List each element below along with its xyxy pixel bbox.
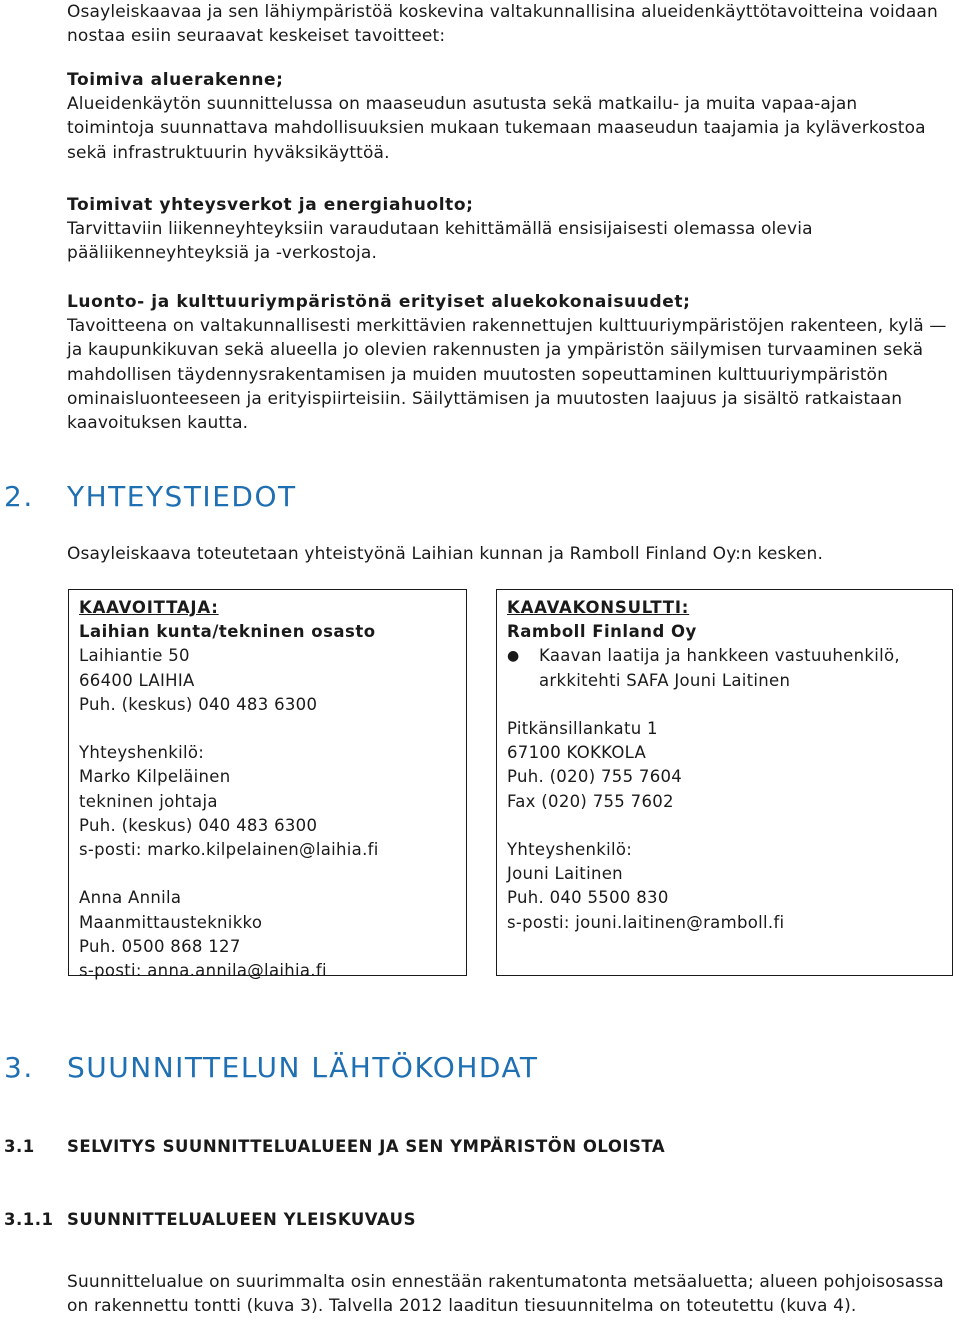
goal-yhteysverkot xyxy=(67,193,947,266)
bullet-item xyxy=(507,644,942,692)
section-number: 3. xyxy=(4,1051,34,1084)
goal-text: Tavoitteena on valtakunnallisesti merkittävien rakennettujen kulttuuriympäristöjen rakenteen, kylä — ja kaupunkikuvan sekä alueella jo olevien rakennusten ja ympäristön säilymisen turvaaminen sekä mahdollisen täydennysrakentamisen ja muiden muutosten sopeuttaminen kulttuuriympäristön ominaisluonteeseen ja erityispiirteisiin. Säilyttämisen ja muutosten laajuus ja sisältö ratkaistaan kaavoituksen kautta. xyxy=(67,316,947,434)
section-heading-2 xyxy=(4,480,297,513)
contact-phone: Puh. 0500 868 127 xyxy=(79,936,241,956)
kaavoittaja-box xyxy=(68,589,467,981)
box-title: KAAVOITTAJA: xyxy=(79,598,219,617)
contact-label: Yhteyshenkilö: xyxy=(79,743,205,763)
contact-phone: Puh. (keskus) 040 483 6300 xyxy=(79,815,318,835)
fax-line: Fax (020) 755 7602 xyxy=(507,791,674,811)
goal-heading: Toimivat yhteysverkot ja energiahuolto; xyxy=(67,195,474,215)
address-line: 66400 LAIHIA xyxy=(79,670,195,690)
section-heading-3 xyxy=(4,1051,539,1084)
goal-aluerakenne xyxy=(67,68,947,165)
section-number: 2. xyxy=(4,480,34,513)
contact-label: Yhteyshenkilö: xyxy=(507,840,633,859)
kaavakonsultti-box xyxy=(496,589,953,976)
contact-email: s-posti: jouni.laitinen@ramboll.fi xyxy=(507,912,785,932)
contact-name: Jouni Laitinen xyxy=(507,864,623,884)
goal-text: Tarvittaviin liikenneyhteyksiin varaudutaan kehittämällä ensisijaisesti olemassa olevia pääliikenneyhteyksiä ja -verkostoja. xyxy=(67,219,813,264)
goal-heading: Toimiva aluerakenne; xyxy=(67,70,284,90)
box-org: Laihian kunta/tekninen osasto xyxy=(79,622,376,642)
address-line: 67100 KOKKOLA xyxy=(507,743,647,763)
section-number: 3.1.1 xyxy=(4,1210,54,1229)
box-org: Ramboll Finland Oy xyxy=(507,622,697,642)
section-title: SELVITYS SUUNNITTELUALUEEN JA SEN YMPÄRISTÖN OLOISTA xyxy=(67,1137,666,1156)
section-title: SUUNNITTELUALUEEN YLEISKUVAUS xyxy=(67,1210,416,1229)
contact-email: s-posti: marko.kilpelainen@laihia.fi xyxy=(79,840,379,860)
goal-text: Alueidenkäytön suunnittelussa on maaseudun asutusta sekä matkailu- ja muita vapaa-ajan toimintoja suunnattava mahdollisuuksien mukaan tukemaan maaseudun taajamia ja kyläverkostoa sekä infrastruktuurin hyväksikäyttöä. xyxy=(67,94,926,163)
bullet-text: Kaavan laatija ja hankkeen vastuuhenkilö, arkkitehti SAFA Jouni Laitinen xyxy=(539,646,900,690)
phone-line: Puh. (020) 755 7604 xyxy=(507,767,683,787)
goal-heading: Luonto- ja kulttuuriympäristönä erityiset aluekokonaisuudet; xyxy=(67,292,691,312)
address-line: Laihiantie 50 xyxy=(79,646,190,666)
contact-role: tekninen johtaja xyxy=(79,791,218,811)
section-heading-3-1-1 xyxy=(4,1210,416,1229)
final-paragraph: Suunnittelualue on suurimmalta osin ennestään rakentumatonta metsäaluetta; alueen pohjoisosassa on rakennettu tontti (kuva 3). Talvella 2012 laaditun tiesuunnitelma on toteutettu (kuva 4). xyxy=(67,1272,944,1317)
phone-line: Puh. (keskus) 040 483 6300 xyxy=(79,694,318,714)
section-title: SUUNNITTELUN LÄHTÖKOHDAT xyxy=(67,1051,539,1084)
goal-kulttuuriymparisto xyxy=(67,290,947,435)
section-title: YHTEYSTIEDOT xyxy=(67,480,297,513)
intro-paragraph: Osayleiskaavaa ja sen lähiympäristöä koskevina valtakunnallisina alueidenkäyttötavoitteina voidaan nostaa esiin seuraavat keskeiset tavoitteet: xyxy=(67,2,938,47)
bullet-icon: ● xyxy=(507,648,520,665)
contact-phone: Puh. 040 5500 830 xyxy=(507,888,669,908)
box-title: KAAVAKONSULTTI: xyxy=(507,598,690,617)
contact-role: Maanmittausteknikko xyxy=(79,912,263,932)
address-line: Pitkänsillankatu 1 xyxy=(507,719,658,738)
section2-intro: Osayleiskaava toteutetaan yhteistyönä Laihian kunnan ja Ramboll Finland Oy:n kesken. xyxy=(67,544,824,564)
contact-name: Marko Kilpeläinen xyxy=(79,767,231,787)
section-number: 3.1 xyxy=(4,1137,35,1156)
contact-name: Anna Annila xyxy=(79,888,182,908)
contact-email: s-posti: anna.annila@laihia.fi xyxy=(79,961,327,981)
section-heading-3-1 xyxy=(4,1137,665,1156)
